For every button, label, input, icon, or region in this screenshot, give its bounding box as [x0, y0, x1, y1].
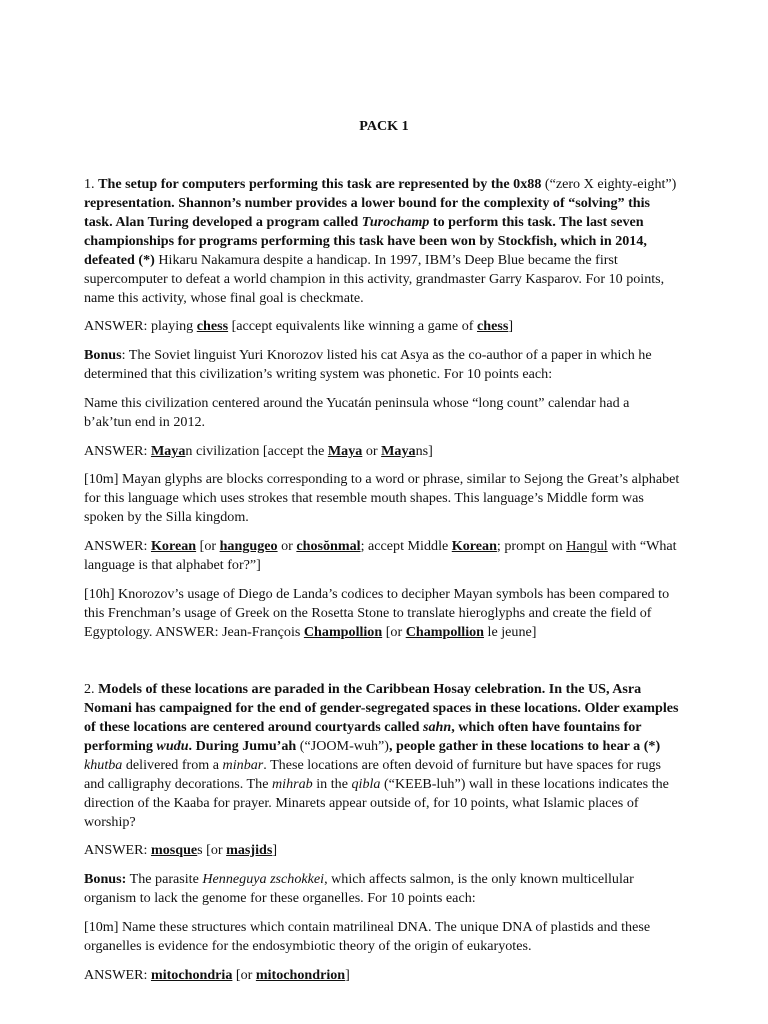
bonus-part-2a: [10m] Name these structures which contain matrilineal DNA. The unique DNA of plastids and these organelles is evidence for the endosymbiotic theory of the origin of eukaryotes.: [84, 919, 651, 954]
bonus-part-1c: [10h] Knorozov’s usage of Diego de Landa’s codices to decipher Mayan symbols has been compared to this Frenchman’s usage of Greek on the Rosetta Stone to translate hieroglyphs and create the field of Egyptology. ANSWER: Jean-François Champollion [or Champollion le jeune]: [84, 586, 670, 640]
bonus-part-1a: Name this civilization centered around the Yucatán peninsula whose “long count” calendar had a b’ak’tun end in 2012.: [84, 395, 630, 430]
tossup-2: 2. Models of these locations are paraded in the Caribbean Hosay celebration. In the US, Asra Nomani has campaigned for the end of gender-segregated spaces in these locations. Older examples of these locations are centered around courtyards called sahn, which often have fountains for performing wudu. During Jumu’ah (“JOOM-wuh”), people gather in these locations to hear a (*) khutba delivered from a minbar. These locations are often devoid of furniture but have spaces for rugs and calligraphy decorations. The mihrab in the qibla (“KEEB-luh”) wall in these locations indicates the direction of the Kaaba for prayer. Minarets appear outside of, for 10 points, what Islamic places of worship?: [84, 681, 679, 830]
bonus-label: Bonus: [84, 347, 122, 363]
bonus-label: Bonus:: [84, 871, 127, 887]
bonus-answer-1b: ANSWER: Korean [or hangugeo or chosŏnmal; accept Middle Korean; prompt on Hangul with “What language is that alphabet for?”]: [84, 538, 677, 573]
bonus-part-1b: [10m] Mayan glyphs are blocks corresponding to a word or phrase, similar to Sejong the Great’s alphabet for this language which uses strokes that resemble mouth shapes. This language’s Middle form was spoken by the Silla kingdom.: [84, 471, 680, 525]
page-title: PACK 1: [359, 118, 409, 134]
question-number: 2.: [84, 681, 99, 697]
bonus-answer-2a: ANSWER: mitochondria [or mitochondrion]: [84, 967, 350, 983]
tossup-bold-text: The setup for computers performing this task are represented by the 0x88: [98, 176, 542, 192]
answer-line-2: ANSWER: mosques [or masjids]: [84, 842, 278, 858]
tossup-1: 1. The setup for computers performing this task are represented by the 0x88 (“zero X eighty-eight”) representation. Shannon’s number provides a lower bound for the complexity of “solving” this task. Alan Turing developed a program called Turochamp to perform this task. The last seven championships for programs performing this task have been won by Stockfish, which in 2014, defeated (*) Hikaru Nakamura despite a handicap. In 1997, IBM’s Deep Blue became the first supercomputer to defeat a world champion in this activity, grandmaster Garry Kasparov. For 10 points, name this activity, whose final goal is checkmate.: [84, 176, 677, 306]
bonus-lead-in-1: Bonus: The Soviet linguist Yuri Knorozov listed his cat Asya as the co-author of a paper in which he determined that this civilization’s writing system was phonetic. For 10 points each:: [84, 347, 652, 382]
question-number: 1.: [84, 176, 99, 192]
bonus-lead-in-2: Bonus: The parasite Henneguya zschokkei, which affects salmon, is the only known multicellular organism to lack the genome for these organelles. For 10 points each:: [84, 871, 634, 906]
bonus-answer-1a: ANSWER: Mayan civilization [accept the Maya or Mayans]: [84, 443, 433, 459]
answer-line-1: ANSWER: playing chess [accept equivalents like winning a game of chess]: [84, 318, 514, 334]
